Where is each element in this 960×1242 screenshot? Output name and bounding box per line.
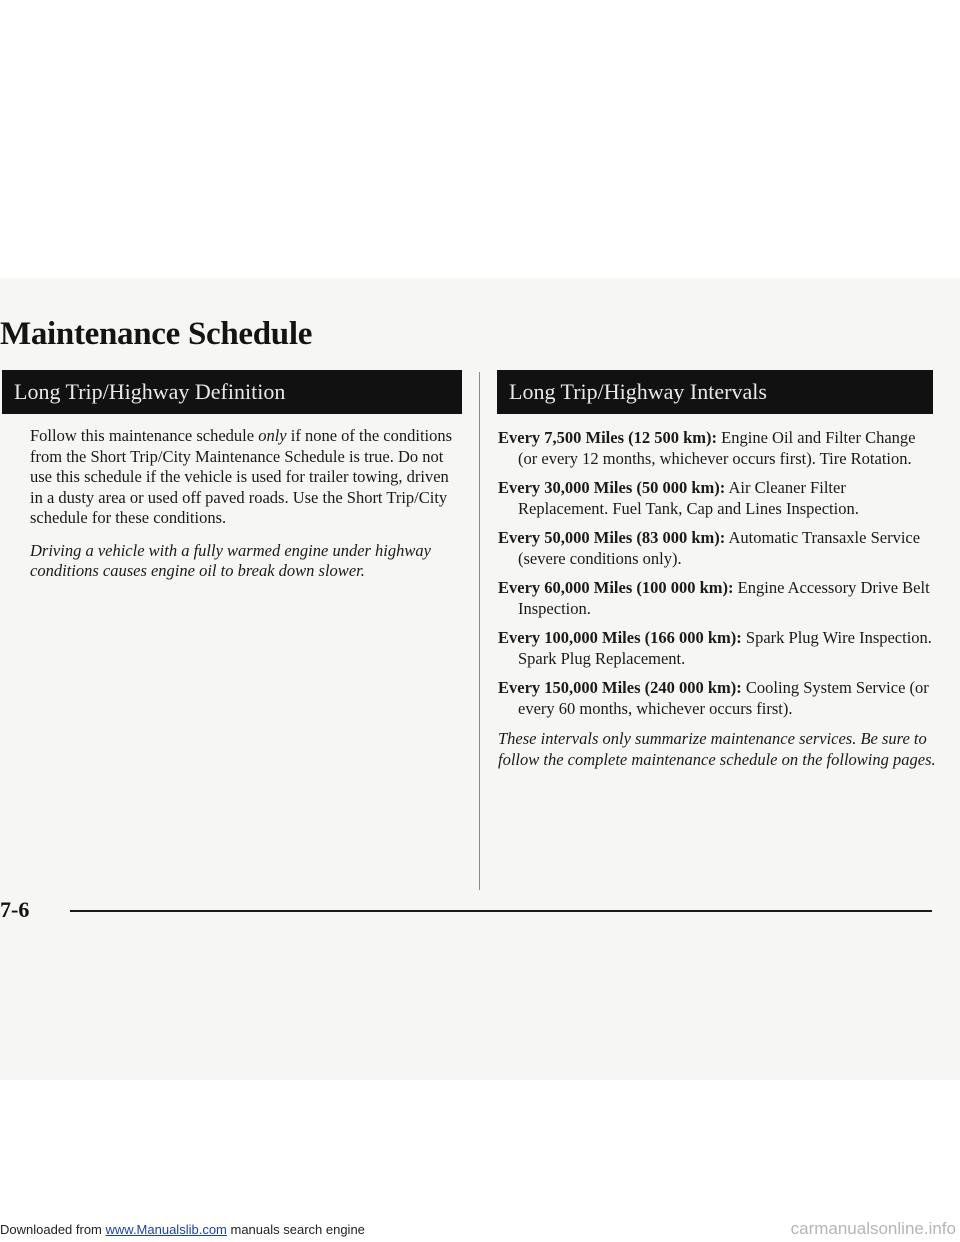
page-number: 7-6	[0, 897, 30, 922]
definition-paragraph: Follow this maintenance schedule only if none of the conditions from the Short Trip/City Maintenance Schedule is true. Do not use this schedule if the vehicle is used for trailer towing, driven in a dusty area or used off paved roads. Use the Short Trip/City schedule for these conditions.	[30, 426, 453, 527]
intervals-column	[498, 428, 938, 770]
intervals-note: These intervals only summarize maintenance services. Be sure to follow the complete maintenance schedule on the following pages.	[498, 729, 936, 769]
interval-item: Every 150,000 Miles (240 000 km): Cooling System Service (or every 60 months, whichever occurs first).	[498, 678, 929, 718]
definition-note: Driving a vehicle with a fully warmed engine under highway conditions causes engine oil to break down slower.	[30, 540, 431, 580]
column-divider	[479, 372, 480, 890]
definition-column	[30, 426, 460, 594]
emphasis-only: only	[258, 426, 287, 445]
footer-rule	[70, 910, 932, 912]
interval-item: Every 7,500 Miles (12 500 km): Engine Oil and Filter Change (or every 12 months, whichever occurs first). Tire Rotation.	[498, 428, 916, 468]
download-footer: Downloaded from www.Manualslib.com manuals search engine	[0, 1222, 365, 1237]
section-heading-definition: Long Trip/Highway Definition	[2, 370, 462, 414]
interval-item: Every 60,000 Miles (100 000 km): Engine Accessory Drive Belt Inspection.	[498, 578, 930, 618]
interval-item: Every 50,000 Miles (83 000 km): Automatic Transaxle Service (severe conditions only).	[498, 528, 921, 568]
section-heading-intervals: Long Trip/Highway Intervals	[497, 370, 933, 414]
page-title: Maintenance Schedule	[0, 316, 313, 352]
manualslib-link[interactable]: www.Manualslib.com	[105, 1222, 227, 1237]
watermark-text: carmanualsonline.info	[790, 1219, 956, 1238]
interval-item: Every 100,000 Miles (166 000 km): Spark Plug Wire Inspection. Spark Plug Replacement.	[498, 628, 932, 668]
interval-item: Every 30,000 Miles (50 000 km): Air Cleaner Filter Replacement. Fuel Tank, Cap and Lines Inspection.	[498, 478, 859, 518]
